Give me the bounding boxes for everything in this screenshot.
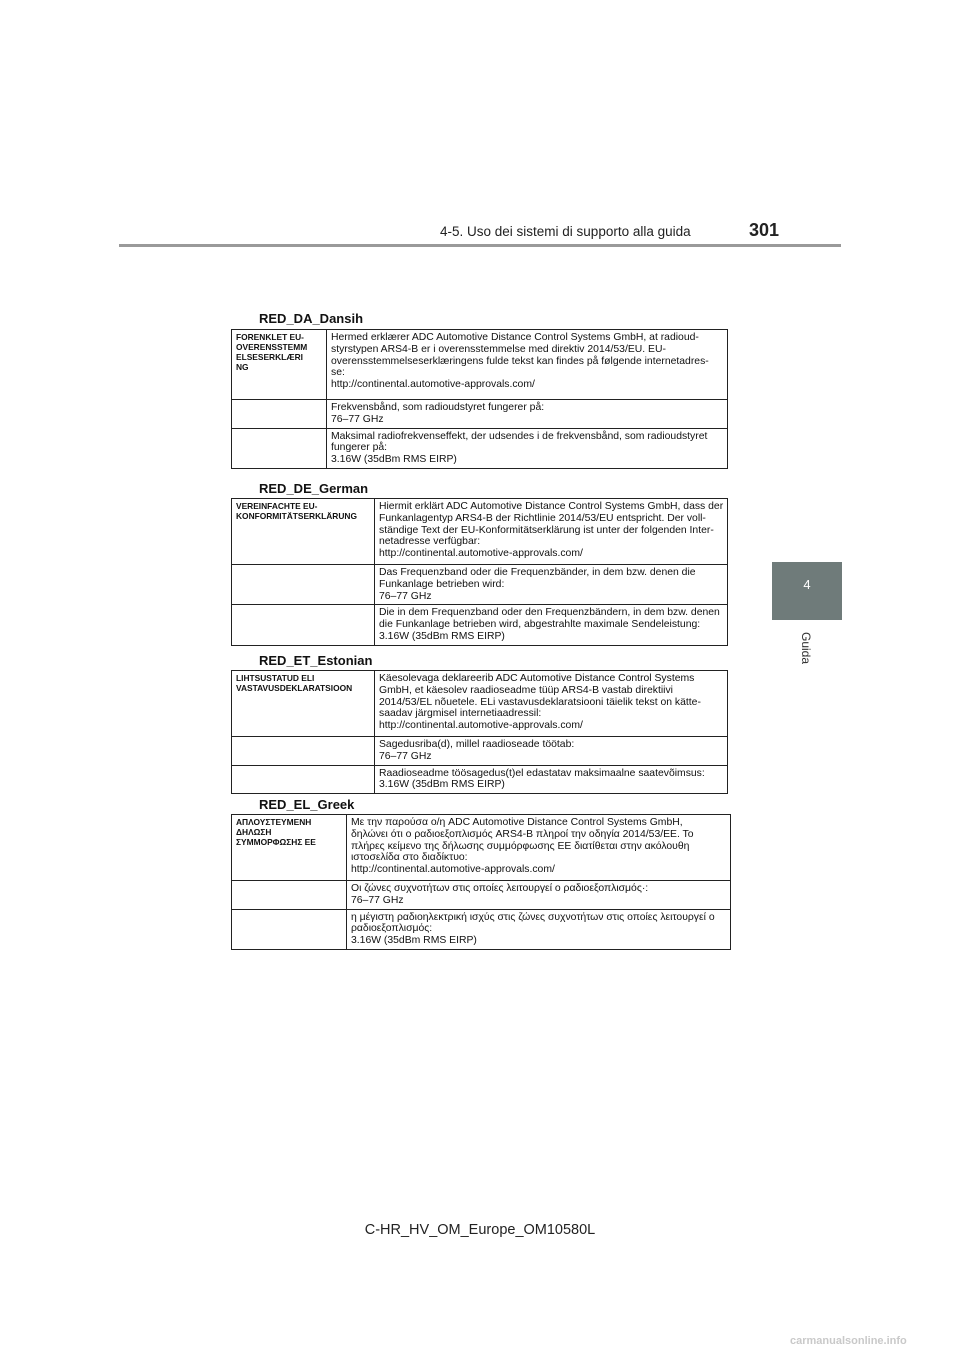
watermark: carmanualsonline.info [790, 1335, 907, 1347]
table-row [232, 565, 728, 605]
section-title-greek: RED_EL_Greek [259, 797, 355, 812]
declaration-table-greek [231, 814, 731, 950]
declaration-text: Hiermit erklärt ADC Automotive Distance Control Systems GmbH, dass der Funkanlagentyp ARS4-B der Richtlinie 2014/53/EU entspricht. Der voll- ständige Text der EU-Konformitätserklärung ist unter der folgenden Inter- netadresse verfügbar: http://continental.automotive-approvals.com/ [375, 499, 728, 565]
chapter-number: 4 [803, 577, 811, 592]
max-power-text: Raadioseadme töösagedus(t)el edastatav maksimaalne saatevõimsus: 3.16W (35dBm RMS EIRP) [375, 765, 728, 794]
table-row [232, 909, 731, 949]
declaration-label: LIHTSUSTATUD ELI VASTAVUSDEKLARATSIOON [232, 671, 375, 737]
empty-label-cell [232, 881, 347, 910]
declaration-table-danish [231, 329, 728, 469]
table-row [232, 881, 731, 910]
frequency-band-text: Οι ζώνες συχνοτήτων στις οποίες λειτουργεί ο ραδιοεξοπλισμός·: 76–77 GHz [347, 881, 731, 910]
section-title-danish: RED_DA_Dansih [259, 311, 364, 326]
declaration-table-estonian [231, 670, 728, 794]
empty-label-cell [232, 605, 375, 645]
chapter-label [798, 628, 814, 668]
frequency-band-text: Das Frequenzband oder die Frequenzbänder, in dem bzw. denen die Funkanlage betrieben wird: 76–77 GHz [375, 565, 728, 605]
table-row [232, 815, 731, 881]
page-number: 301 [749, 220, 780, 240]
empty-label-cell [232, 428, 327, 468]
declaration-table-german [231, 498, 728, 646]
declaration-label: ΑΠΛΟΥΣΤΕΥΜΕΝΗ ΔΗΛΩΣΗ ΣΥΜΜΟΡΦΩΣΗΣ ΕΕ [232, 815, 347, 881]
declaration-text: Hermed erklærer ADC Automotive Distance Control Systems GmbH, at radioud- styrstypen ARS4-B er i overensstemmelse med direktiv 2014/53/EU. EU- overensstemmelseserklæringens fulde tekst kan findes på følgende internetadres- se: http://continental.automotive-approvals.com/ [327, 330, 728, 400]
max-power-text: Die in dem Frequenzband oder den Frequenzbändern, in dem bzw. denen die Funkanlage betrieben wird, abgestrahlte maximale Sendeleistung: 3.16W (35dBm RMS EIRP) [375, 605, 728, 645]
declaration-label: VEREINFACHTE EU- KONFORMITÄTSERKLÄRUNG [232, 499, 375, 565]
empty-label-cell [232, 765, 375, 794]
table-row [232, 605, 728, 645]
section-title-estonian: RED_ET_Estonian [259, 653, 373, 668]
table-row [232, 671, 728, 737]
manual-code: C-HR_HV_OM_Europe_OM10580L [364, 1222, 596, 1238]
header-divider [119, 244, 841, 247]
table-row [232, 765, 728, 794]
declaration-text: Με την παρούσα ο/η ADC Automotive Distance Control Systems GmbH, δηλώνει ότι ο ραδιοεξοπλισμός ARS4-B πληροί την οδηγία 2014/53/ΕΕ. Το πλήρες κείμενο της δήλωσης συμμόρφωσης ΕΕ διατίθεται στην ακόλουθη ιστοσελίδα στο διαδίκτυο: http://continental.automotive-approvals.com/ [347, 815, 731, 881]
declaration-label: FORENKLET EU- OVERENSSTEMM ELSESERKLÆRI NG [232, 330, 327, 400]
frequency-band-text: Sagedusriba(d), millel raadioseade töötab: 76–77 GHz [375, 737, 728, 766]
chapter-tab[interactable] [772, 562, 842, 620]
empty-label-cell [232, 909, 347, 949]
header-section-title: 4-5. Uso dei sistemi di supporto alla guida [440, 224, 691, 239]
max-power-text: η μέγιστη ραδιοηλεκτρική ισχύς στις ζώνες συχνοτήτων στις οποίες λειτουργεί ο ραδιοεξοπλισμός: 3.16W (35dBm RMS EIRP) [347, 909, 731, 949]
table-row [232, 428, 728, 468]
empty-label-cell [232, 400, 327, 429]
table-row [232, 499, 728, 565]
table-row [232, 737, 728, 766]
table-row [232, 400, 728, 429]
frequency-band-text: Frekvensbånd, som radioudstyret fungerer på: 76–77 GHz [327, 400, 728, 429]
chapter-label-text: Guida [799, 631, 813, 665]
empty-label-cell [232, 737, 375, 766]
empty-label-cell [232, 565, 375, 605]
max-power-text: Maksimal radiofrekvenseffekt, der udsendes i de frekvensbånd, som radioudstyret fungerer på: 3.16W (35dBm RMS EIRP) [327, 428, 728, 468]
section-title-german: RED_DE_German [259, 481, 369, 496]
table-row [232, 330, 728, 400]
declaration-text: Käesolevaga deklareerib ADC Automotive Distance Control Systems GmbH, et käesolev raadioseadme tüüp ARS4-B vastab direktiivi 2014/53/EL nõuetele. ELi vastavusdeklaratsiooni täielik tekst on kätte- saadav järgmisel internetiaadressil: http://continental.automotive-approvals.com/ [375, 671, 728, 737]
